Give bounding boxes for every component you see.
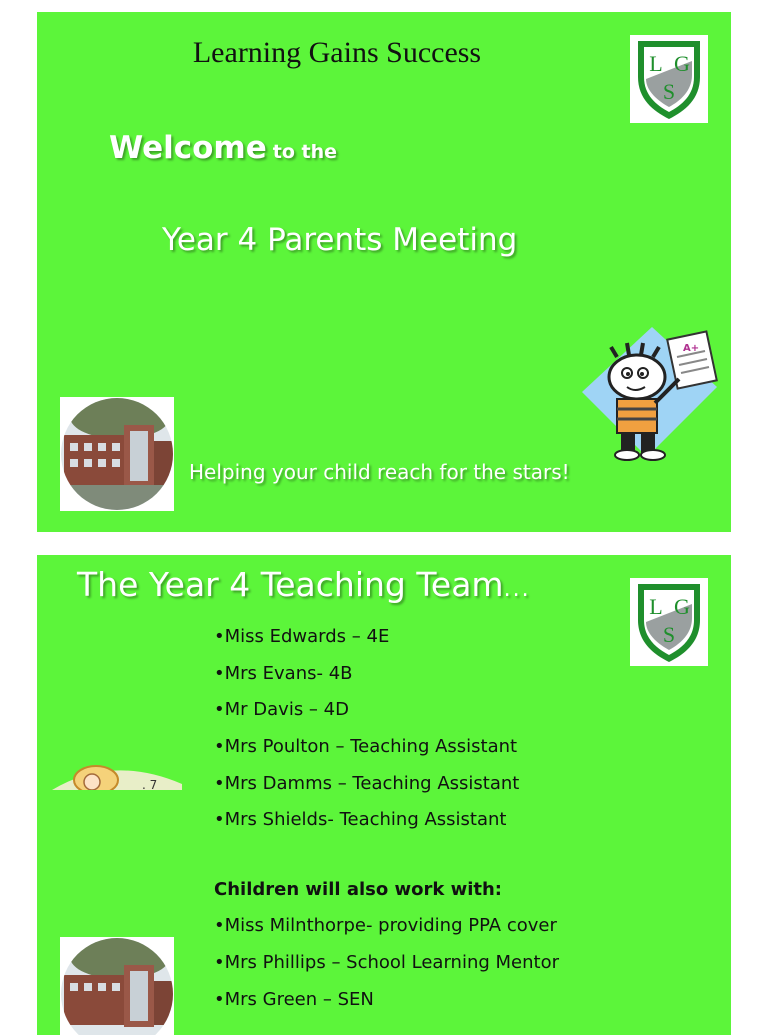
logo-letter-s: S: [662, 79, 676, 104]
school-logo-icon: [630, 578, 708, 666]
other-staff-item: •Mrs Phillips – School Learning Mentor: [214, 951, 559, 973]
other-staff-item: •Mrs Green – SEN: [214, 988, 374, 1010]
logo-letter-l: L: [649, 51, 663, 76]
staff-item: •Mrs Poulton – Teaching Assistant: [214, 736, 518, 758]
school-building-icon: [60, 937, 174, 1035]
svg-text:. 7: . 7: [142, 778, 158, 790]
welcome-slide: [37, 12, 731, 532]
meeting-title: Year 4 Parents Meeting: [162, 222, 518, 258]
cartoon-girl-icon: [52, 760, 182, 790]
welcome-small-text: to the: [272, 141, 337, 163]
school-logo-icon: [630, 35, 708, 123]
team-title: [77, 565, 531, 604]
staff-item: •Mrs Evans- 4B: [214, 662, 353, 684]
staff-list: [214, 625, 559, 1024]
grade-mark: A+: [683, 343, 700, 354]
staff-item: •Mr Davis – 4D: [214, 699, 349, 721]
slide-heading: Learning Gains Success: [192, 36, 482, 69]
other-staff-item: •Miss Milnthorpe- providing PPA cover: [214, 915, 557, 937]
logo-letter-l: L: [649, 594, 663, 619]
staff-item: •Mrs Shields- Teaching Assistant: [214, 809, 507, 831]
logo-letter-g: G: [674, 51, 690, 76]
teaching-team-slide: [37, 555, 731, 1035]
school-building-icon: [60, 397, 174, 511]
welcome-text: [109, 130, 337, 166]
staff-item: •Miss Edwards – 4E: [214, 626, 390, 647]
team-title-dots: ...: [503, 577, 531, 602]
team-title-text: The Year 4 Teaching Team: [77, 565, 504, 604]
logo-letter-g: G: [674, 594, 690, 619]
also-work-with-heading: Children will also work with:: [214, 879, 503, 901]
logo-letter-s: S: [662, 622, 676, 647]
tagline: Helping your child reach for the stars!: [189, 460, 570, 484]
welcome-word: Welcome: [109, 130, 267, 166]
cartoon-boy-icon: [577, 317, 727, 467]
staff-item: •Mrs Damms – Teaching Assistant: [214, 772, 520, 794]
